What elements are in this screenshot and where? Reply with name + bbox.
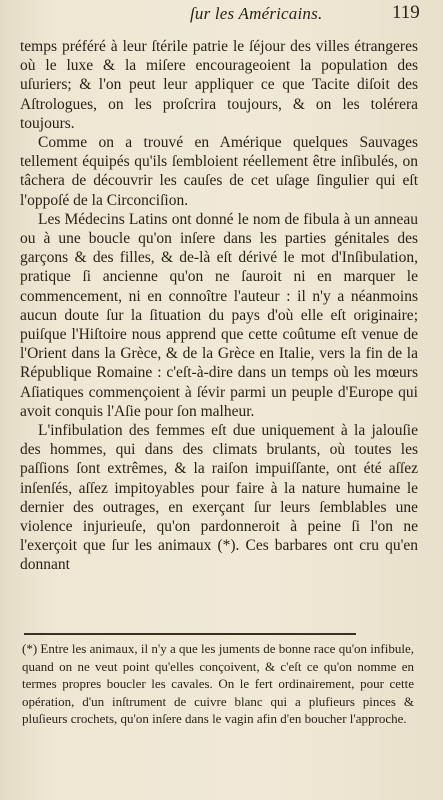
paragraph-2: Comme on a trouvé en Amérique quelques Sauvages tellement équipés qu'ils ſembloient réellement être inſibulés, on tâchera de découvrir les cauſes de cet uſage ſingulier qui eſt l'oppoſé de la Circonciſion.: [20, 134, 418, 209]
page-header: [0, 2, 443, 32]
paragraph-3: Les Médecins Latins ont donné le nom de fibula à un anneau ou à une boucle qu'on inſere dans les parties génitales des garçons & des filles, & de-là eſt dérivé le mot d'Inſibulation, pratique ſi ancienne qu'on ne ſauroit ni en marquer le commencement, ni en connoître l'auteur : il n'y a néanmoins aucun doute ſur la ſituation du pays d'où elle eſt originaire; puiſque l'Hiſtoire nous apprend que cette coûtume eſt venue de l'Orient dans la Grèce, & de la Grèce en Italie, vers la fin de la République Romaine : c'eſt-à-dire dans un temps où les mœurs Aſiatiques commençoient à ſévir parmi un peuple d'Europe qui avoit conquis l'Aſie pour ſon malheur.: [20, 210, 418, 420]
paragraph-1: temps préféré à leur ſtérile patrie le ſéjour des villes étrangeres où le luxe & la miſere encourageoient la population des uſuriers; & l'on peut leur appliquer ce que Tacite diſoit des Aſtrologues, on les proſcrira toujours, & on les tolérera toujours.: [20, 38, 418, 132]
page-number: 119: [392, 2, 420, 23]
paragraph-4: L'infibulation des femmes eſt due uniquement à la jalouſie des hommes, qui dans des climats brulants, où toutes les paſſions ſont extrêmes, & la raiſon impuiſſante, ont été aſſez inſenſés, aſſez impitoyables pour faire à la nature humaine le dernier des outrages, en exerçant ſur leurs ſemblables une violence injurieuſe, qu'on pardonneroit à peine ſi l'on ne l'exerçoit que ſur les animaux (*). Ces barbares ont cru qu'en donnant: [20, 422, 418, 574]
body-text: [20, 37, 418, 575]
footnote-rule: [24, 633, 356, 635]
footnote: [22, 640, 414, 728]
footnote-text: (*) Entre les animaux, il n'y a que les juments de bonne race qu'on infibule, quand on ne veut point qu'elles conçoivent, & c'eſt ce qu'on nomme en termes propres boucler les cavales. On le fert ordinairement, pour cette opération, d'un inſtrument de cuivre blanc qui a plufieurs pinces & pluſieurs crochets, qu'on inſere dans le vagin afin d'en boucher l'approche.: [22, 641, 414, 727]
running-head: ſur les Américains.: [190, 4, 323, 23]
